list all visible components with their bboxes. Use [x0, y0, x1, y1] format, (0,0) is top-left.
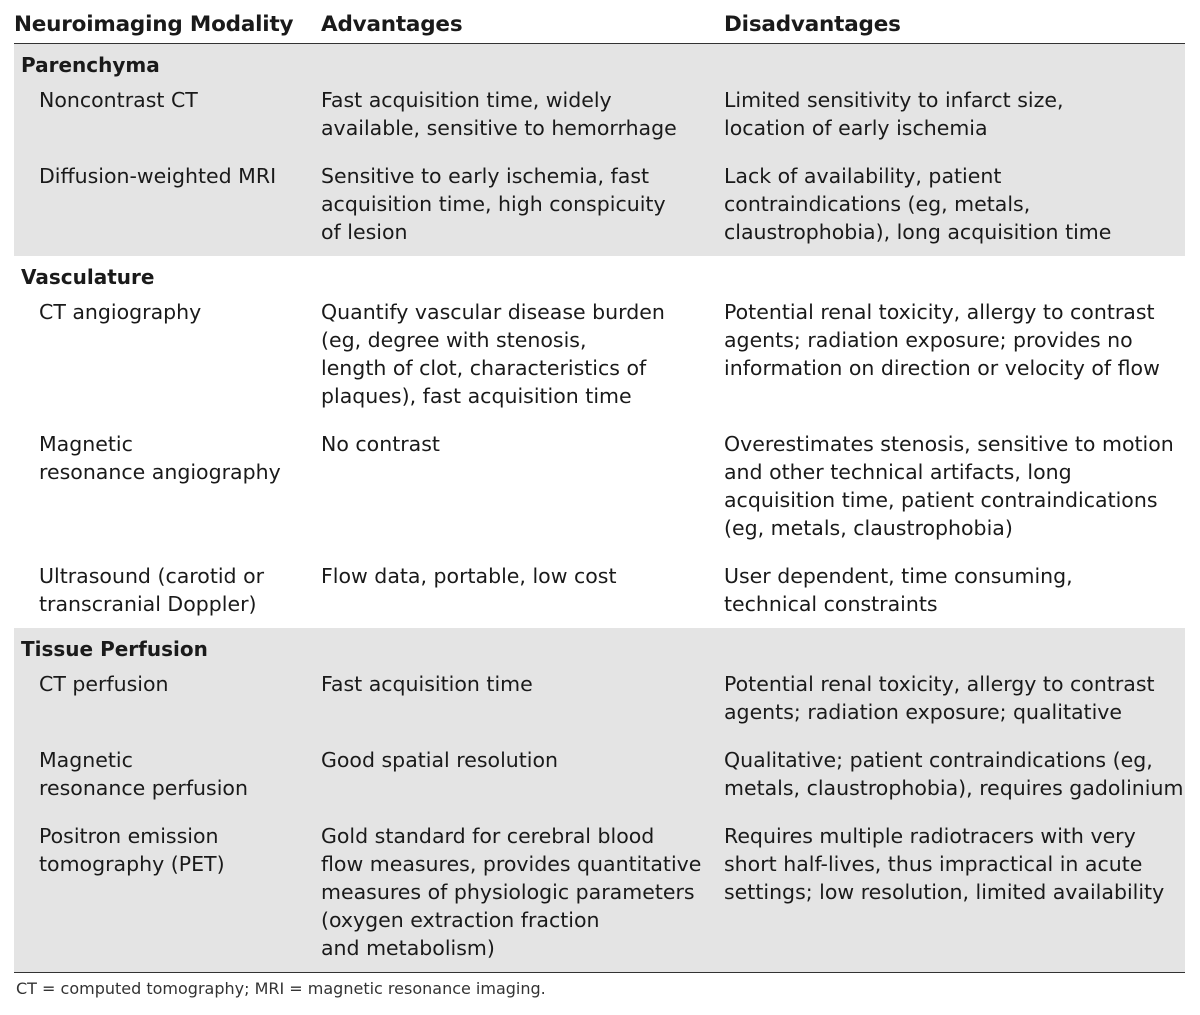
- header-modality: Neuroimaging Modality: [14, 12, 294, 37]
- section-vasculature: [14, 256, 1185, 628]
- cell-text-line: Limited sensitivity to infarct size,: [724, 88, 1064, 112]
- cell-text-line: flow measures, provides quantitative: [321, 852, 702, 876]
- section-parenchyma: [14, 44, 1185, 256]
- cell-text-line: CT angiography: [39, 300, 202, 324]
- advantages-cell: [321, 746, 724, 802]
- cell-text-line: acquisition time, high conspicuity: [321, 192, 666, 216]
- cell-text-line: and other technical artifacts, long: [724, 460, 1072, 484]
- cell-text-line: Gold standard for cerebral blood: [321, 824, 655, 848]
- modality-cell: [14, 298, 321, 410]
- advantages-cell: [321, 670, 724, 726]
- cell-text-line: available, sensitive to hemorrhage: [321, 116, 677, 140]
- comparison-table: [14, 6, 1185, 998]
- cell-text-line: plaques), fast acquisition time: [321, 384, 632, 408]
- modality-cell: [14, 822, 321, 962]
- table-row: [14, 294, 1185, 426]
- cell-text-line: settings; low resolution, limited availability: [724, 880, 1165, 904]
- advantages-cell: [321, 430, 724, 542]
- disadvantages-cell: [724, 86, 1185, 142]
- cell-text-line: tomography (PET): [39, 852, 225, 876]
- table-header: [14, 6, 1185, 44]
- section-tissue-perfusion: [14, 628, 1185, 972]
- cell-text-line: Sensitive to early ischemia, fast: [321, 164, 650, 188]
- cell-text-line: Positron emission: [39, 824, 219, 848]
- disadvantages-cell: [724, 746, 1185, 802]
- cell-text-line: information on direction or velocity of flow: [724, 356, 1160, 380]
- disadvantages-cell: [724, 670, 1185, 726]
- cell-text-line: Qualitative; patient contraindications (eg,: [724, 748, 1153, 772]
- cell-text-line: Good spatial resolution: [321, 748, 559, 772]
- cell-text-line: of lesion: [321, 220, 408, 244]
- advantages-cell: [321, 822, 724, 962]
- modality-cell: [14, 86, 321, 142]
- cell-text-line: metals, claustrophobia), requires gadolinium: [724, 776, 1184, 800]
- cell-text-line: Magnetic: [39, 748, 133, 772]
- table-row: [14, 426, 1185, 558]
- cell-text-line: Fast acquisition time, widely: [321, 88, 612, 112]
- cell-text-line: Requires multiple radiotracers with very: [724, 824, 1136, 848]
- table-row: [14, 742, 1185, 818]
- disadvantages-cell: [724, 162, 1185, 246]
- cell-text-line: agents; radiation exposure; qualitative: [724, 700, 1123, 724]
- advantages-cell: [321, 562, 724, 618]
- table-row: [14, 158, 1185, 250]
- section-title: Tissue Perfusion: [21, 637, 208, 661]
- cell-text-line: technical constraints: [724, 592, 938, 616]
- modality-cell: [14, 162, 321, 246]
- cell-text-line: Noncontrast CT: [39, 88, 198, 112]
- table-row: [14, 818, 1185, 966]
- cell-text-line: claustrophobia), long acquisition time: [724, 220, 1112, 244]
- advantages-cell: [321, 298, 724, 410]
- modality-cell: [14, 670, 321, 726]
- disadvantages-cell: [724, 298, 1185, 410]
- section-title: Parenchyma: [21, 53, 160, 77]
- header-advantages: Advantages: [321, 12, 463, 37]
- table-body: [14, 44, 1185, 972]
- cell-text-line: Diffusion-weighted MRI: [39, 164, 277, 188]
- disadvantages-cell: [724, 562, 1185, 618]
- cell-text-line: measures of physiologic parameters: [321, 880, 695, 904]
- cell-text-line: Potential renal toxicity, allergy to contrast: [724, 300, 1155, 324]
- cell-text-line: CT perfusion: [39, 672, 169, 696]
- cell-text-line: short half-lives, thus impractical in acute: [724, 852, 1143, 876]
- header-disadvantages: Disadvantages: [724, 12, 901, 37]
- footnote: CT = computed tomography; MRI = magnetic resonance imaging.: [16, 979, 546, 998]
- modality-cell: [14, 562, 321, 618]
- cell-text-line: Overestimates stenosis, sensitive to motion: [724, 432, 1174, 456]
- cell-text-line: User dependent, time consuming,: [724, 564, 1073, 588]
- cell-text-line: Magnetic: [39, 432, 133, 456]
- cell-text-line: location of early ischemia: [724, 116, 988, 140]
- cell-text-line: resonance perfusion: [39, 776, 248, 800]
- cell-text-line: No contrast: [321, 432, 440, 456]
- cell-text-line: Ultrasound (carotid or: [39, 564, 265, 588]
- modality-cell: [14, 430, 321, 542]
- cell-text-line: length of clot, characteristics of: [321, 356, 647, 380]
- cell-text-line: Fast acquisition time: [321, 672, 533, 696]
- cell-text-line: Flow data, portable, low cost: [321, 564, 617, 588]
- cell-text-line: (eg, degree with stenosis,: [321, 328, 587, 352]
- cell-text-line: resonance angiography: [39, 460, 281, 484]
- cell-text-line: agents; radiation exposure; provides no: [724, 328, 1133, 352]
- cell-text-line: and metabolism): [321, 936, 495, 960]
- disadvantages-cell: [724, 430, 1185, 542]
- advantages-cell: [321, 162, 724, 246]
- table-row: [14, 666, 1185, 742]
- advantages-cell: [321, 86, 724, 142]
- cell-text-line: (eg, metals, claustrophobia): [724, 516, 1013, 540]
- cell-text-line: contraindications (eg, metals,: [724, 192, 1031, 216]
- modality-cell: [14, 746, 321, 802]
- cell-text-line: Quantify vascular disease burden: [321, 300, 665, 324]
- cell-text-line: acquisition time, patient contraindications: [724, 488, 1158, 512]
- cell-text-line: Potential renal toxicity, allergy to contrast: [724, 672, 1155, 696]
- cell-text-line: Lack of availability, patient: [724, 164, 1002, 188]
- disadvantages-cell: [724, 822, 1185, 962]
- section-title: Vasculature: [21, 265, 155, 289]
- table-row: [14, 82, 1185, 158]
- table-row: [14, 558, 1185, 622]
- cell-text-line: (oxygen extraction fraction: [321, 908, 600, 932]
- cell-text-line: transcranial Doppler): [39, 592, 257, 616]
